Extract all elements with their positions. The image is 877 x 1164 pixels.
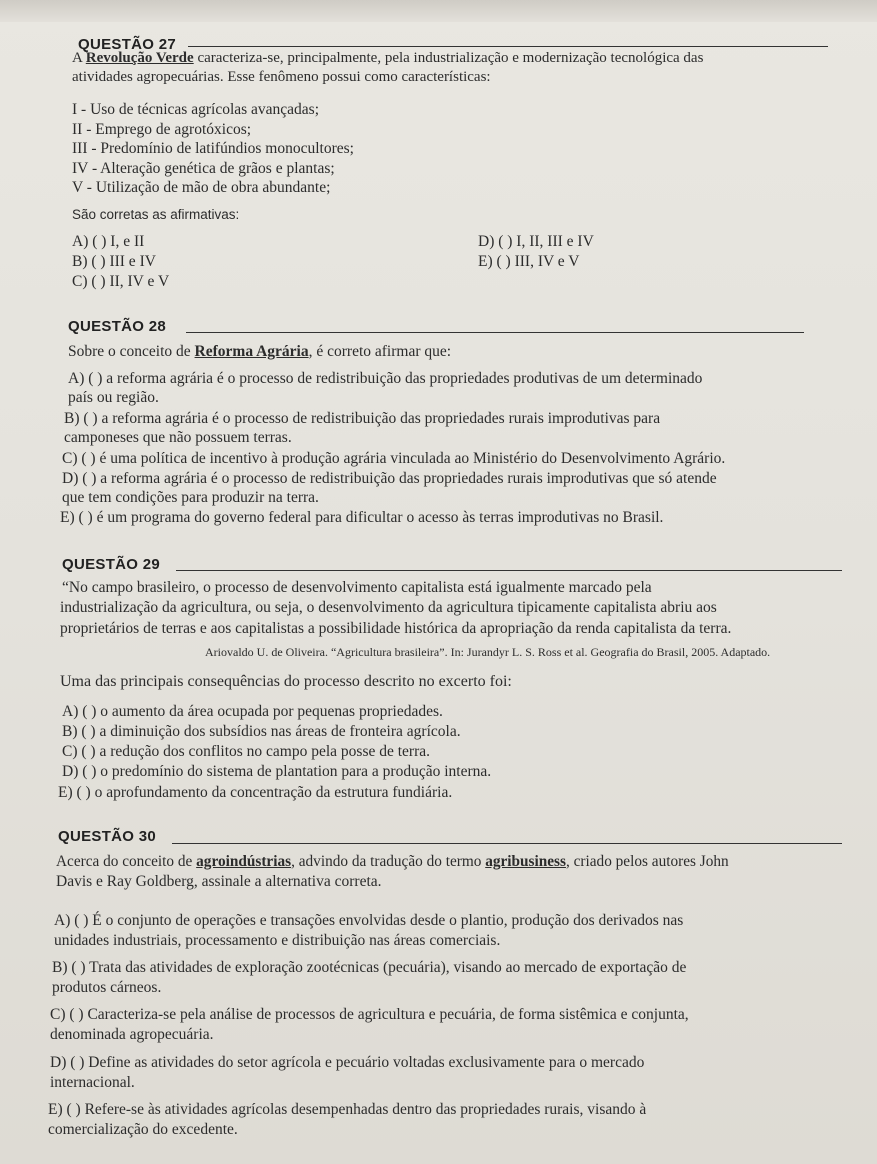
q29-quote-line1: “No campo brasileiro, o processo de desenvolvimento capitalista está igualmente marcado pela bbox=[62, 579, 652, 596]
q30-option-c-line2: denominada agropecuária. bbox=[50, 1026, 214, 1043]
q30-intro-line2: Davis e Ray Goldberg, assinale a alternativa correta. bbox=[56, 873, 382, 890]
q27-title-rule bbox=[188, 46, 828, 47]
q30-option-e-line1[interactable]: E) ( ) Refere-se às atividades agrícolas desempenhadas dentro das propriedades rurais, visando à bbox=[48, 1101, 647, 1118]
q28-term: Reforma Agrária bbox=[194, 343, 309, 360]
q30-option-d-line1[interactable]: D) ( ) Define as atividades do setor agrícola e pecuário voltadas exclusivamente para o mercado bbox=[50, 1054, 645, 1071]
q27-option-a[interactable]: A) ( ) I, e II bbox=[72, 233, 145, 250]
q30-title-rule bbox=[172, 843, 842, 844]
q28-option-b-line2: camponeses que não possuem terras. bbox=[64, 429, 292, 446]
q30-title: QUESTÃO 30 bbox=[58, 828, 157, 845]
q27-item-5: V - Utilização de mão de obra abundante; bbox=[72, 179, 331, 196]
q27-option-c[interactable]: C) ( ) II, IV e V bbox=[72, 273, 170, 290]
q28-option-a-line1[interactable]: A) ( ) a reforma agrária é o processo de redistribuição das propriedades produtivas de um determinado bbox=[68, 370, 703, 387]
q30-intro-line1: Acerca do conceito de agroindústrias, advindo da tradução do termo agribusiness, criado pelos autores John bbox=[56, 853, 729, 870]
q27-intro-line1: A Revolução Verde caracteriza-se, principalmente, pela industrialização e modernização tecnológica das bbox=[72, 50, 704, 66]
q27-item-1: I - Uso de técnicas agrícolas avançadas; bbox=[72, 101, 320, 118]
page-top-edge bbox=[0, 0, 877, 22]
q27-item-4: IV - Alteração genética de grãos e plantas; bbox=[72, 160, 335, 177]
q28-option-d-line2: que tem condições para produzir na terra. bbox=[62, 489, 319, 506]
q29-quote-line3: proprietários de terras e aos capitalistas a possibilidade histórica da apropriação da renda capitalista da terra. bbox=[60, 620, 732, 637]
q30-option-a-line1[interactable]: A) ( ) É o conjunto de operações e transações envolvidas desde o plantio, produção dos derivados nas bbox=[54, 912, 684, 929]
q27-option-e[interactable]: E) ( ) III, IV e V bbox=[478, 253, 580, 270]
q29-option-e[interactable]: E) ( ) o aprofundamento da concentração da estrutura fundiária. bbox=[58, 784, 453, 801]
q30-option-a-line2: unidades industriais, processamento e distribuição nas áreas comerciais. bbox=[54, 932, 501, 949]
q28-option-e[interactable]: E) ( ) é um programa do governo federal para dificultar o acesso às terras improdutivas no Brasil. bbox=[60, 509, 664, 526]
q28-option-a-line2: país ou região. bbox=[68, 389, 159, 406]
q29-title: QUESTÃO 29 bbox=[62, 556, 161, 573]
q28-title: QUESTÃO 28 bbox=[68, 318, 167, 335]
q27-intro-line2: atividades agropecuárias. Esse fenômeno possui como características: bbox=[72, 69, 491, 85]
q28-title-rule bbox=[186, 332, 804, 333]
q28-option-b-line1[interactable]: B) ( ) a reforma agrária é o processo de redistribuição das propriedades rurais improdutivas para bbox=[64, 410, 661, 427]
q30-option-b-line2: produtos cárneos. bbox=[52, 979, 162, 996]
q28-option-d-line1[interactable]: D) ( ) a reforma agrária é o processo de redistribuição das propriedades rurais improdutivas que só atende bbox=[62, 470, 717, 487]
q27-option-d[interactable]: D) ( ) I, II, III e IV bbox=[478, 233, 594, 250]
q27-title: QUESTÃO 27 bbox=[78, 36, 177, 53]
q30-term-agribusiness: agribusiness bbox=[485, 853, 566, 870]
q29-option-b[interactable]: B) ( ) a diminuição dos subsídios nas áreas de fronteira agrícola. bbox=[62, 723, 461, 740]
q29-option-a[interactable]: A) ( ) o aumento da área ocupada por pequenas propriedades. bbox=[62, 703, 443, 720]
q27-item-2: II - Emprego de agrotóxicos; bbox=[72, 121, 252, 138]
q27-item-3: III - Predomínio de latifúndios monocultores; bbox=[72, 140, 354, 157]
q28-intro: Sobre o conceito de Reforma Agrária, é correto afirmar que: bbox=[68, 343, 452, 360]
q27-option-b[interactable]: B) ( ) III e IV bbox=[72, 253, 156, 270]
q28-option-c[interactable]: C) ( ) é uma política de incentivo à produção agrária vinculada ao Ministério do Desenvolvimento Agrário. bbox=[62, 450, 726, 467]
q30-option-b-line1[interactable]: B) ( ) Trata das atividades de exploração zootécnicas (pecuária), visando ao mercado de exportação de bbox=[52, 959, 687, 976]
q30-option-c-line1[interactable]: C) ( ) Caracteriza-se pela análise de processos de agricultura e pecuária, de forma sistêmica e conjunta, bbox=[50, 1006, 689, 1023]
q29-option-d[interactable]: D) ( ) o predomínio do sistema de plantation para a produção interna. bbox=[62, 763, 492, 780]
q27-term: Revolução Verde bbox=[85, 50, 194, 66]
q27-prompt: São corretas as afirmativas: bbox=[72, 207, 240, 222]
q29-quote-line2: industrialização da agricultura, ou seja, o desenvolvimento da agricultura tipicamente capitalista abriu aos bbox=[60, 599, 717, 616]
q29-source: Ariovaldo U. de Oliveira. “Agricultura brasileira”. In: Jurandyr L. S. Ross et al. Geografia do Brasil, 2005. Adaptado. bbox=[205, 645, 771, 659]
q30-option-d-line2: internacional. bbox=[50, 1074, 135, 1091]
q30-option-e-line2: comercialização do excedente. bbox=[48, 1121, 238, 1138]
q29-title-rule bbox=[176, 570, 842, 571]
q29-option-c[interactable]: C) ( ) a redução dos conflitos no campo pela posse de terra. bbox=[62, 743, 430, 760]
q30-term-agroindustrias: agroindústrias bbox=[196, 853, 292, 870]
q29-prompt: Uma das principais consequências do processo descrito no excerto foi: bbox=[60, 673, 512, 690]
